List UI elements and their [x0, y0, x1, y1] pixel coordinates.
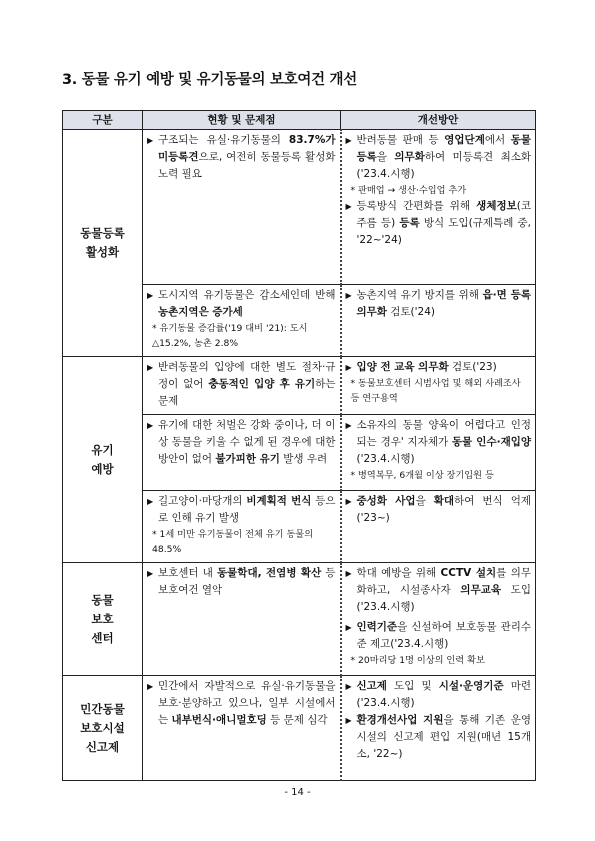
body-text: 등록방식 간편화를 위해 [356, 200, 477, 212]
category-line: 동물등록 [80, 226, 125, 240]
rich-text [357, 417, 532, 468]
body-text: 등 문제 심각 [266, 714, 328, 726]
emphasis-text: 내부번식·애니멀호딩 [171, 714, 267, 726]
bullet-icon: ▶ [345, 363, 352, 372]
body-text: 마련('23.4.시행) [356, 680, 531, 709]
header-category: 구분 [63, 111, 143, 130]
emphasis-text: 읍·면 등록 의무화 [356, 289, 531, 318]
category-line: 보호시설 [80, 720, 125, 735]
footnote: * 병역복무, 6개월 이상 장기입원 등 [350, 470, 494, 481]
body-text: 반려동물 판매 등 [356, 134, 445, 146]
category-line: 예방 [91, 461, 114, 476]
body-text: 으로, 여전히 동물등록 활성화 노력 필요 [158, 151, 336, 180]
body-text: 학대 예방을 위해 [356, 567, 441, 579]
body-text: 반려동물의 입양에 대한 별도 절차·규정이 없어 [158, 361, 336, 390]
bullet-icon: ▶ [345, 682, 352, 691]
emphasis-text: 동물등록 [356, 134, 532, 163]
category-line: 센터 [91, 630, 114, 645]
body-text: 민간에서 자발적으로 유실·유기동물을 보호·분양하고 있으나, 일부 시설에서는 [158, 680, 336, 726]
rich-text [158, 359, 336, 410]
emphasis-text: 입양 전 교육 의무화 [356, 361, 449, 373]
bullet-icon: ▶ [147, 136, 154, 145]
rich-text [158, 565, 336, 599]
rich-text [158, 417, 336, 468]
body-text: 하여 번식 억제('23~) [356, 495, 531, 524]
body-text: 길고양이·마당개의 [158, 495, 247, 507]
current-cell [143, 676, 341, 781]
bullet-icon: ▶ [147, 497, 154, 506]
header-plan: 개선방안 [341, 111, 536, 130]
emphasis-text: 농촌지역은 증가세 [158, 306, 243, 318]
body-text: 을 통해 기존 운영시설의 신고제 편입 지원(매년 15개소, '22~) [356, 714, 531, 760]
plan-cell [341, 563, 536, 676]
emphasis-text: CCTV 설치 [440, 567, 497, 579]
emphasis-text: 확대 [433, 495, 455, 507]
bullet-icon: ▶ [147, 569, 154, 578]
footnote: * 동물보호센터 시범사업 및 해외 사례조사 등 연구용역 [350, 378, 521, 404]
bullet-icon: ▶ [147, 421, 154, 430]
table-header-row [63, 111, 536, 130]
table-row [63, 130, 536, 285]
rich-text [357, 287, 532, 321]
emphasis-text: 등록 [399, 217, 420, 229]
emphasis-text: 인력기준 [356, 621, 398, 633]
current-cell [143, 357, 341, 415]
category-line: 신고제 [85, 739, 120, 754]
current-cell [143, 491, 341, 563]
header-current: 현황 및 문제점 [143, 111, 341, 130]
rich-text [357, 619, 532, 653]
rich-text [357, 678, 532, 712]
body-text: 발생 우려 [279, 453, 328, 465]
bullet-icon: ▶ [345, 421, 352, 430]
category-cell [63, 357, 143, 563]
body-text: 검토('24) [386, 306, 436, 318]
plan-cell [341, 130, 536, 285]
emphasis-text: 시설·운영기준 [438, 680, 504, 692]
category-line: 유기 [91, 442, 114, 457]
body-text: 도시지역 유기동물은 감소세인데 반해 [158, 289, 336, 301]
bullet-icon: ▶ [345, 202, 352, 211]
rich-text [357, 198, 532, 249]
emphasis-text: 신고제 [356, 680, 387, 692]
plan-cell [341, 415, 536, 491]
body-text: 을 신설하여 보호동물 관리수준 제고('23.4.시행) [356, 621, 531, 650]
body-text: ('23.4.시행) [356, 453, 415, 465]
rich-text [158, 493, 336, 527]
section-title: 3. 동물 유기 예방 및 유기동물의 보호여건 개선 [62, 72, 357, 88]
improvement-table [62, 110, 536, 781]
body-text: 방식 도입(규제특례 중, '22~'24) [356, 217, 532, 246]
emphasis-text: 의무교육 [460, 584, 501, 596]
emphasis-text: 충동적인 입양 후 유기 [208, 378, 316, 390]
current-cell [143, 415, 341, 491]
footnote: * 판매업 → 생산·수입업 추가 [350, 185, 467, 196]
body-text: 농촌지역 유기 방지를 위해 [356, 289, 483, 301]
body-text: (코주름 등) [356, 200, 531, 229]
body-text: 을 [376, 151, 395, 163]
body-text: 구조되는 유실·유기동물의 [158, 134, 289, 146]
rich-text [357, 359, 532, 376]
footnote: * 20마리당 1명 이상의 인력 확보 [350, 655, 485, 666]
bullet-icon: ▶ [345, 291, 352, 300]
bullet-icon: ▶ [345, 623, 352, 632]
bullet-icon: ▶ [345, 716, 352, 725]
category-line: 활성화 [85, 245, 120, 259]
rich-text [357, 132, 532, 183]
emphasis-text: 83.7%가 미등록견 [158, 134, 336, 163]
footnote: * 1세 미만 유기동물이 전체 유기 동물의 48.5% [152, 529, 314, 555]
rich-text [158, 132, 336, 183]
bullet-icon: ▶ [345, 569, 352, 578]
category-line: 동물 [91, 592, 114, 607]
plan-cell [341, 491, 536, 563]
plan-cell [341, 676, 536, 781]
emphasis-text: 영업단계 [444, 134, 485, 146]
rich-text [158, 287, 336, 321]
plan-cell [341, 285, 536, 357]
rich-text [357, 565, 532, 616]
body-text: 보호센터 내 [158, 567, 218, 579]
emphasis-text: 비계획적 번식 [246, 495, 312, 507]
emphasis-text: 환경개선사업 지원 [356, 714, 444, 726]
plan-cell [341, 357, 536, 415]
bullet-icon: ▶ [147, 363, 154, 372]
page-number: - 14 - [284, 787, 311, 798]
body-text: 하는 문제 [158, 378, 336, 407]
body-text: 하여 미등록견 최소화('23.4.시행) [356, 151, 531, 180]
category-cell [63, 676, 143, 781]
bullet-icon: ▶ [345, 136, 352, 145]
body-text: 검토('23) [448, 361, 497, 373]
table-row [63, 676, 536, 781]
category-line: 민간동물 [80, 701, 125, 716]
bullet-icon: ▶ [345, 497, 352, 506]
bullet-icon: ▶ [147, 682, 154, 691]
body-text: 등으로 인해 유기 발생 [158, 495, 336, 524]
category-cell [63, 130, 143, 357]
footnote: * 유기동물 증감률('19 대비 '21): 도시 △15.2%, 농촌 2.8% [152, 323, 308, 349]
table-row [63, 357, 536, 415]
emphasis-text: 중성화 사업 [356, 495, 416, 507]
emphasis-text: 불가피한 유기 [215, 453, 280, 465]
body-text: 도입 및 [386, 680, 439, 692]
body-text: 을 [415, 495, 434, 507]
category-line: 보호 [91, 611, 114, 626]
body-text: 유기에 대한 처벌은 강화 중이나, 더 이상 동물을 키울 수 없게 된 경우에 대한 방안이 없어 [158, 419, 336, 465]
emphasis-text: 동물 인수·재입양 [451, 436, 532, 448]
rich-text [357, 712, 532, 763]
body-text: 에서 [484, 134, 511, 146]
body-text: 소유자의 동물 양육이 어렵다고 인정되는 경우' 지자체가 [356, 419, 531, 448]
current-cell [143, 285, 341, 357]
body-text: 등 보호여건 열악 [158, 567, 336, 596]
emphasis-text: 동물학대, 전염병 확산 [217, 567, 322, 579]
emphasis-text: 의무화 [394, 151, 425, 163]
emphasis-text: 생체정보 [476, 200, 517, 212]
body-text: 를 의무화하고, 시설종사자 [356, 567, 531, 596]
rich-text [158, 678, 336, 729]
current-cell [143, 563, 341, 676]
category-cell [63, 563, 143, 676]
rich-text [357, 493, 532, 527]
bullet-icon: ▶ [147, 291, 154, 300]
current-cell [143, 130, 341, 285]
body-text: 도입('23.4.시행) [356, 584, 531, 613]
table-row [63, 563, 536, 676]
